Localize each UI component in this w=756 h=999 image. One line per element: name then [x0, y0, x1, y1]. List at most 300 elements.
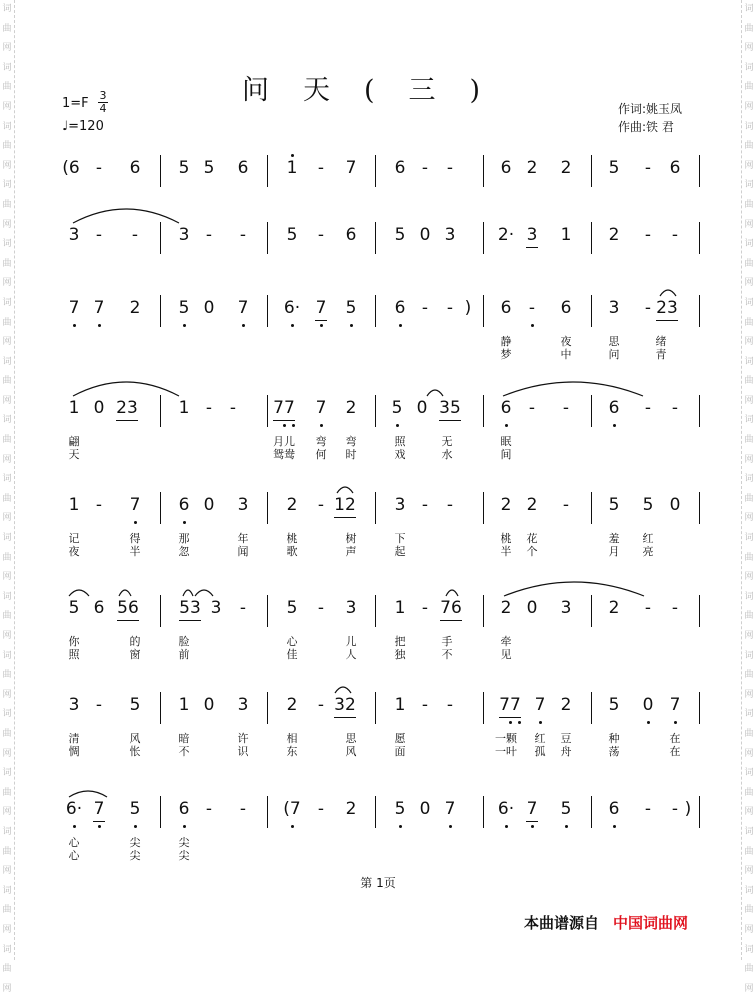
slur: [445, 589, 459, 597]
note: 1: [286, 158, 298, 178]
lyric-syllable: 脸: [178, 635, 190, 648]
lyric-syllable: 相: [286, 732, 298, 745]
note: -: [644, 298, 652, 318]
note: -: [317, 598, 325, 618]
note: 0: [93, 398, 105, 418]
note: -: [446, 495, 454, 515]
bar-line: [483, 492, 484, 524]
bar-line: [483, 692, 484, 724]
note: -: [644, 225, 652, 245]
note: -: [239, 598, 247, 618]
note: 3: [68, 225, 80, 245]
octave-dot: [73, 825, 76, 828]
note: 0: [203, 298, 215, 318]
bar-line: [375, 492, 376, 524]
slur: [659, 289, 677, 297]
duration-underline: [499, 717, 521, 718]
note: 2: [560, 158, 572, 178]
octave-dot: [291, 324, 294, 327]
lyric-syllable: 心: [68, 849, 80, 862]
octave-dot: [134, 825, 137, 828]
note: 7: [534, 695, 546, 715]
octave-dot: [509, 721, 512, 724]
octave-dot: [291, 825, 294, 828]
note: 5: [394, 225, 406, 245]
octave-dot: [505, 424, 508, 427]
duration-underline: [526, 821, 538, 822]
duration-underline: [526, 247, 538, 248]
note: 3: [394, 495, 406, 515]
lyric-syllable: 在: [669, 732, 681, 745]
time-signature: [98, 90, 108, 115]
octave-dot: [449, 825, 452, 828]
octave-dot: [242, 324, 245, 327]
note: 6: [500, 158, 512, 178]
bar-line: [483, 295, 484, 327]
note: 7: [93, 799, 105, 819]
note: 5: [129, 695, 141, 715]
lyric-syllable: 翩: [68, 435, 80, 448]
slur: [336, 486, 354, 494]
note: 2: [345, 398, 357, 418]
lyric-syllable: 问: [608, 348, 620, 361]
lyric-syllable: 清: [68, 732, 80, 745]
note: -: [421, 298, 429, 318]
lyric-syllable: 照: [394, 435, 406, 448]
note: 3: [560, 598, 572, 618]
bar-line: [483, 222, 484, 254]
lyric-syllable: 起: [394, 545, 406, 558]
note: 35: [439, 398, 461, 418]
note: 3: [237, 495, 249, 515]
bar-line: [591, 595, 592, 627]
slur: [118, 589, 132, 597]
note: 23: [656, 298, 678, 318]
bar-line: [591, 222, 592, 254]
slur: [72, 208, 180, 224]
watermark-left: 词 曲 网 词 曲 网 词 曲 网 词 曲 网 词 曲 网 词 曲 网 词 曲 网 词 曲 网 词 曲 网 词 曲 网 词 曲 网 词 曲 网 词 曲 网 词 曲 网 词 曲 网 词 曲 网 词 曲 网: [0, 0, 15, 960]
lyric-syllable: 眠: [500, 435, 512, 448]
note: -: [562, 398, 570, 418]
bar-line: [699, 295, 700, 327]
note: 6·: [65, 799, 83, 819]
note: -: [421, 695, 429, 715]
note: -: [644, 799, 652, 819]
duration-underline: [179, 620, 201, 621]
lyric-syllable: 照: [68, 648, 80, 661]
lyric-syllable: 思: [345, 732, 357, 745]
page-number: 第 1页: [360, 876, 396, 890]
lyric-syllable: 许: [237, 732, 249, 745]
tempo-value: =120: [68, 119, 104, 134]
lyric-syllable: 何: [315, 448, 327, 461]
note: -: [421, 495, 429, 515]
note: 7: [315, 398, 327, 418]
note: 0: [526, 598, 538, 618]
octave-dot: [291, 154, 294, 157]
note: -: [446, 158, 454, 178]
note: -: [317, 225, 325, 245]
note: -: [131, 225, 139, 245]
lyric-syllable: 牵: [500, 635, 512, 648]
note: 6: [93, 598, 105, 618]
note: -: [229, 398, 237, 418]
lyric-syllable: 你: [68, 635, 80, 648]
note: -: [671, 398, 679, 418]
lyric-syllable: 得: [129, 532, 141, 545]
note: 6: [129, 158, 141, 178]
lyric-syllable: 豆: [560, 732, 572, 745]
bar-line: [699, 155, 700, 187]
note: -: [644, 398, 652, 418]
lyric-syllable: 月: [608, 545, 620, 558]
note: 2: [608, 598, 620, 618]
note: 5: [286, 598, 298, 618]
duration-underline: [656, 320, 678, 321]
lyric-syllable: 把: [394, 635, 406, 648]
note: 53: [179, 598, 201, 618]
note: 1: [178, 398, 190, 418]
bar-line: [160, 222, 161, 254]
note: -: [317, 695, 325, 715]
lyric-syllable: 独: [394, 648, 406, 661]
octave-dot: [531, 324, 534, 327]
credits: [618, 100, 682, 136]
note: 2: [500, 495, 512, 515]
note: -: [446, 695, 454, 715]
octave-dot: [539, 721, 542, 724]
octave-dot: [565, 825, 568, 828]
note: 1: [68, 495, 80, 515]
bar-line: [591, 395, 592, 427]
note: -: [239, 225, 247, 245]
note: 1: [68, 398, 80, 418]
note: 3: [345, 598, 357, 618]
note: -: [205, 799, 213, 819]
bar-line: [375, 796, 376, 828]
duration-underline: [273, 420, 295, 421]
note: 6: [500, 398, 512, 418]
note: -: [421, 598, 429, 618]
lyric-syllable: 面: [394, 745, 406, 758]
bar-line: [483, 796, 484, 828]
slur: [503, 581, 645, 597]
lyric-syllable: 愿: [394, 732, 406, 745]
note: 2: [345, 799, 357, 819]
note: 3: [444, 225, 456, 245]
note: 0: [419, 225, 431, 245]
watermark-right: 词 曲 网 词 曲 网 词 曲 网 词 曲 网 词 曲 网 词 曲 网 词 曲 网 词 曲 网 词 曲 网 词 曲 网 词 曲 网 词 曲 网 词 曲 网 词 曲 网 词 曲 网 词 曲 网 词 曲 网: [741, 0, 756, 960]
bar-line: [375, 295, 376, 327]
bar-line: [267, 155, 268, 187]
lyric-syllable: 前: [178, 648, 190, 661]
lyric-syllable: 天: [68, 448, 80, 461]
duration-underline: [93, 821, 105, 822]
bar-line: [699, 492, 700, 524]
slur: [426, 389, 444, 397]
note: 7: [345, 158, 357, 178]
note: 2: [526, 495, 538, 515]
bar-line: [591, 692, 592, 724]
bar-line: [375, 692, 376, 724]
lyric-syllable: 时: [345, 448, 357, 461]
lyric-syllable: 无: [441, 435, 453, 448]
bar-line: [267, 222, 268, 254]
slur: [68, 790, 108, 798]
bar-line: [699, 222, 700, 254]
lyric-syllable: 静: [500, 335, 512, 348]
bar-line: [160, 492, 161, 524]
note: 6: [178, 495, 190, 515]
duration-underline: [439, 420, 461, 421]
note: 3: [526, 225, 538, 245]
octave-dot: [320, 324, 323, 327]
octave-dot: [505, 825, 508, 828]
song-title: 问天(三): [241, 75, 515, 106]
lyric-syllable: 尖: [129, 836, 141, 849]
bar-line: [160, 155, 161, 187]
note: 5: [608, 495, 620, 515]
lyric-syllable: 年: [237, 532, 249, 545]
octave-dot: [283, 424, 286, 427]
lyric-syllable: 一叶: [495, 745, 517, 758]
lyric-syllable: 风: [345, 745, 357, 758]
note: 1: [394, 598, 406, 618]
lyric-syllable: 惆: [68, 745, 80, 758]
lyric-syllable: 在: [669, 745, 681, 758]
note: 1: [560, 225, 572, 245]
note: 6: [669, 158, 681, 178]
lyric-syllable: 舟: [560, 745, 572, 758]
note: 6: [500, 298, 512, 318]
tempo-marking: [62, 119, 104, 134]
octave-dot: [399, 324, 402, 327]
lyric-syllable: 下: [394, 532, 406, 545]
note: 5: [68, 598, 80, 618]
note: 2: [286, 695, 298, 715]
lyric-syllable: 一颗: [495, 732, 517, 745]
lyric-syllable: 不: [441, 648, 453, 661]
bar-line: [483, 155, 484, 187]
octave-dot: [183, 521, 186, 524]
lyric-syllable: 尖: [178, 849, 190, 862]
octave-dot: [647, 721, 650, 724]
lyric-syllable: 风: [129, 732, 141, 745]
note: 7: [526, 799, 538, 819]
bar-line: [160, 692, 161, 724]
note: -: [644, 158, 652, 178]
note: 7: [315, 298, 327, 318]
lyric-syllable: 半: [500, 545, 512, 558]
note: 6: [345, 225, 357, 245]
note: 6·: [497, 799, 515, 819]
lyric-syllable: 青: [655, 348, 667, 361]
note: 7: [669, 695, 681, 715]
lyric-syllable: 东: [286, 745, 298, 758]
lyric-syllable: 种: [608, 732, 620, 745]
note: -: [95, 225, 103, 245]
note: 2: [129, 298, 141, 318]
note: 1: [178, 695, 190, 715]
lyric-syllable: 手: [441, 635, 453, 648]
note: 2: [608, 225, 620, 245]
lyric-syllable: 歌: [286, 545, 298, 558]
note: 7: [93, 298, 105, 318]
lyric-syllable: 间: [500, 448, 512, 461]
note: 5: [178, 298, 190, 318]
note: -: [562, 495, 570, 515]
lyric-syllable: 鸳鸯: [273, 448, 295, 461]
lyric-syllable: 尖: [178, 836, 190, 849]
note: ): [464, 298, 472, 318]
lyric-syllable: 识: [237, 745, 249, 758]
note: 3: [608, 298, 620, 318]
lyric-syllable: 中: [560, 348, 572, 361]
note: -: [528, 398, 536, 418]
time-denominator: 4: [99, 102, 107, 115]
octave-dot: [183, 324, 186, 327]
bar-line: [591, 295, 592, 327]
note: -: [644, 598, 652, 618]
note: 5: [129, 799, 141, 819]
note: 5: [178, 158, 190, 178]
bar-line: [267, 492, 268, 524]
lyric-syllable: 半: [129, 545, 141, 558]
quarter-note-icon: ♩: [62, 119, 69, 134]
lyric-syllable: 树: [345, 532, 357, 545]
note: 6: [178, 799, 190, 819]
note: 5: [608, 695, 620, 715]
note: 3: [210, 598, 222, 618]
lyric-syllable: 心: [286, 635, 298, 648]
lyric-syllable: 忽: [178, 545, 190, 558]
bar-line: [160, 395, 161, 427]
bar-line: [591, 796, 592, 828]
key-signature: 1=F: [62, 96, 89, 111]
lyric-syllable: 弯: [315, 435, 327, 448]
bar-line: [267, 295, 268, 327]
lyricist: 作词:姚玉凤: [618, 102, 683, 116]
bar-line: [267, 395, 268, 427]
bar-line: [699, 692, 700, 724]
octave-dot: [292, 424, 295, 427]
bar-line: [160, 595, 161, 627]
note: 5: [642, 495, 654, 515]
note: 2·: [497, 225, 515, 245]
lyric-syllable: 戏: [394, 448, 406, 461]
bar-line: [375, 155, 376, 187]
lyric-syllable: 佳: [286, 648, 298, 661]
note: 5: [608, 158, 620, 178]
bar-line: [267, 692, 268, 724]
lyric-syllable: 心: [68, 836, 80, 849]
note: 2: [286, 495, 298, 515]
bar-line: [591, 492, 592, 524]
note: 6·: [283, 298, 301, 318]
bar-line: [267, 796, 268, 828]
octave-dot: [183, 825, 186, 828]
note: 5: [203, 158, 215, 178]
note: 3: [237, 695, 249, 715]
note: 5: [394, 799, 406, 819]
octave-dot: [73, 324, 76, 327]
duration-underline: [334, 717, 356, 718]
bar-line: [483, 595, 484, 627]
bar-line: [267, 595, 268, 627]
note: -: [239, 799, 247, 819]
note: -: [205, 225, 213, 245]
note: 12: [334, 495, 356, 515]
slur: [334, 686, 352, 694]
note: 7: [444, 799, 456, 819]
composer: 作曲:铁 君: [618, 120, 674, 134]
source-credit: [524, 912, 688, 933]
duration-underline: [334, 517, 356, 518]
note: 0: [419, 799, 431, 819]
slur: [502, 381, 644, 397]
bar-line: [160, 796, 161, 828]
lyric-syllable: 桃: [286, 532, 298, 545]
note: 0: [203, 495, 215, 515]
octave-dot: [518, 721, 521, 724]
octave-dot: [350, 324, 353, 327]
bar-line: [375, 395, 376, 427]
octave-dot: [98, 825, 101, 828]
lyric-syllable: 人: [345, 648, 357, 661]
slur: [72, 381, 180, 397]
note: -: [95, 495, 103, 515]
duration-underline: [440, 620, 462, 621]
lyric-syllable: 红: [642, 532, 654, 545]
note: 0: [416, 398, 428, 418]
note: 5: [560, 799, 572, 819]
note: -: [317, 799, 325, 819]
note: -: [671, 598, 679, 618]
lyric-syllable: 见: [500, 648, 512, 661]
lyric-syllable: 声: [345, 545, 357, 558]
note: 5: [345, 298, 357, 318]
lyric-syllable: 月儿: [273, 435, 295, 448]
lyric-syllable: 荡: [608, 745, 620, 758]
lyric-syllable: 花: [526, 532, 538, 545]
lyric-syllable: 思: [608, 335, 620, 348]
lyric-syllable: 桃: [500, 532, 512, 545]
octave-dot: [613, 825, 616, 828]
note: 6: [560, 298, 572, 318]
lyric-syllable: 亮: [642, 545, 654, 558]
lyric-syllable: 夜: [560, 335, 572, 348]
lyric-syllable: 的: [129, 635, 141, 648]
lyric-syllable: 不: [178, 745, 190, 758]
octave-dot: [320, 424, 323, 427]
lyric-syllable: 怅: [129, 745, 141, 758]
octave-dot: [399, 825, 402, 828]
note: ): [684, 799, 692, 819]
note: 5: [286, 225, 298, 245]
note: 56: [117, 598, 139, 618]
note: -: [528, 298, 536, 318]
note: (7: [283, 799, 301, 819]
lyric-syllable: 儿: [345, 635, 357, 648]
bar-line: [375, 222, 376, 254]
lyric-syllable: 绪: [655, 335, 667, 348]
note: 32: [334, 695, 356, 715]
source-prefix: 本曲谱源自: [524, 914, 600, 932]
lyric-syllable: 闻: [237, 545, 249, 558]
duration-underline: [116, 420, 138, 421]
note: -: [446, 298, 454, 318]
note: 2: [560, 695, 572, 715]
